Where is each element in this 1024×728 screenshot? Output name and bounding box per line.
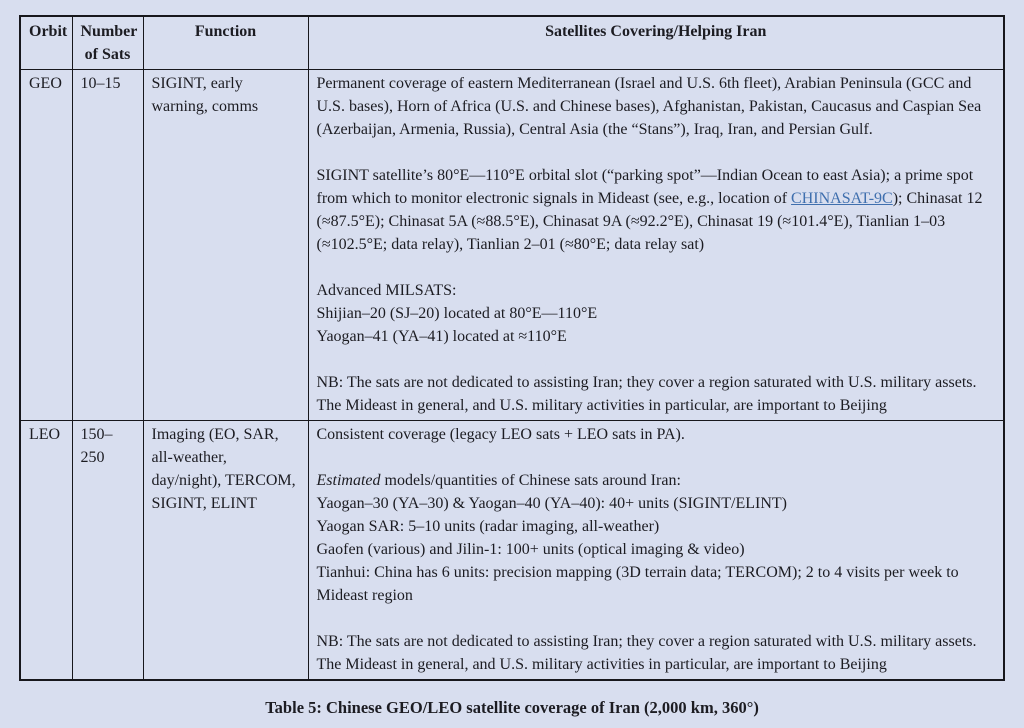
header-orbit: Orbit xyxy=(20,16,72,70)
leo-function-cell: Imaging (EO, SAR, all-weather, day/night), TERCOM, SIGINT, ELINT xyxy=(143,421,308,681)
header-function: Function xyxy=(143,16,308,70)
geo-details-cell xyxy=(308,70,1004,421)
paragraph xyxy=(317,279,996,348)
text-segment: NB: The sats are not dedicated to assisting Iran; they cover a region saturated with U.S. military assets. The Mideast in general, and U.S. military activities in particular, are important to Beijing xyxy=(316,633,977,673)
leo-orbit-cell: LEO xyxy=(20,421,72,681)
leo-details-cell xyxy=(308,421,1004,681)
paragraph xyxy=(317,371,996,417)
text-segment: Yaogan SAR: 5–10 units (radar imaging, all-weather) xyxy=(316,518,660,535)
chinasat-9c-link[interactable]: CHINASAT-9C xyxy=(791,190,893,207)
text-segment: Yaogan–30 (YA–30) & Yaogan–40 (YA–40): 40+ units (SIGINT/ELINT) xyxy=(316,495,787,512)
text-segment: NB: The sats are not dedicated to assisting Iran; they cover a region saturated with U.S. military assets. The Mideast in general, and U.S. military activities in particular, are important to Beijing xyxy=(316,374,977,414)
text-segment: Gaofen (various) and Jilin-1: 100+ units (optical imaging & video) xyxy=(316,541,745,558)
text-segment: models/quantities of Chinese sats around Iran: xyxy=(380,472,681,489)
italic-text: Estimated xyxy=(316,472,381,489)
text-segment: Consistent coverage (legacy LEO sats + LEO sats in PA). xyxy=(316,426,685,443)
geo-orbit-cell: GEO xyxy=(20,70,72,421)
table-row-geo xyxy=(20,70,1004,421)
text-segment: ); Chinasat 12 (≈87.5°E); Chinasat 5A (≈88.5°E), Chinasat 9A (≈92.2°E), Chinasat 19 (≈101.4°E), Tianlian 1–03 (≈102.5°E; data relay), Tianlian 2–01 (≈80°E; data relay sat) xyxy=(316,190,983,253)
text-segment: Advanced MILSATS: xyxy=(316,282,457,299)
paragraph xyxy=(317,630,996,676)
text-segment: Shijian–20 (SJ–20) located at 80°E—110°E xyxy=(316,305,598,322)
header-satellites-covering: Satellites Covering/Helping Iran xyxy=(308,16,1004,70)
paragraph xyxy=(317,469,996,607)
text-segment: Tianhui: China has 6 units: precision mapping (3D terrain data; TERCOM); 2 to 4 visits per week to Mideast region xyxy=(316,564,959,604)
header-row xyxy=(20,16,1004,70)
text-segment: SIGINT satellite’s 80°E—110°E orbital slot (“parking spot”—Indian Ocean to east Asia); a prime spot from which to monitor electronic signals in Mideast (see, e.g., location of xyxy=(316,167,974,207)
geo-sats-cell: 10–15 xyxy=(72,70,143,421)
leo-sats-cell: 150–250 xyxy=(72,421,143,681)
header-number-of-sats: Number of Sats xyxy=(72,16,143,70)
paragraph xyxy=(317,423,996,446)
text-segment: Yaogan–41 (YA–41) located at ≈110°E xyxy=(316,328,567,345)
paragraph xyxy=(317,164,996,256)
satellite-coverage-table xyxy=(19,15,1005,681)
table-row-leo xyxy=(20,421,1004,681)
table-caption: Table 5: Chinese GEO/LEO satellite coverage of Iran (2,000 km, 360°) xyxy=(265,698,759,717)
text-segment: Permanent coverage of eastern Mediterranean (Israel and U.S. 6th fleet), Arabian Peninsula (GCC and U.S. bases), Horn of Africa (U.S. and Chinese bases), Afghanistan, Pakistan, Caucasus and Caspian Sea (Azerbaijan, Armenia, Russia), Central Asia (the “Stans”), Iraq, Iran, and Persian Gulf. xyxy=(316,75,982,138)
geo-function-cell: SIGINT, early warning, comms xyxy=(143,70,308,421)
paragraph xyxy=(317,72,996,141)
